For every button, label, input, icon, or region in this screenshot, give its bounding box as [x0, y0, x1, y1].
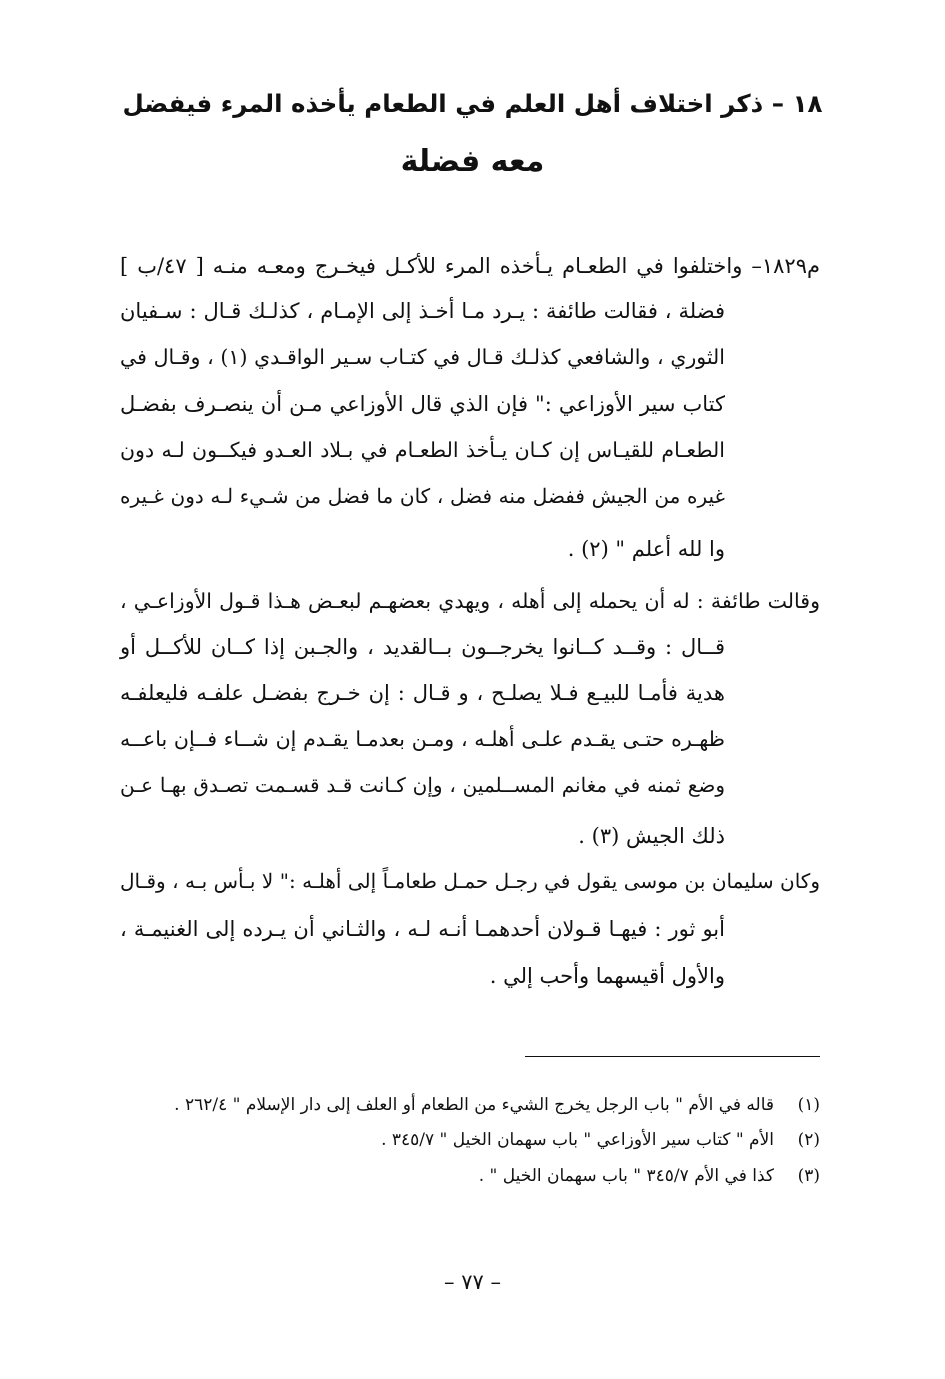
- footnote-1-number: (١): [797, 1095, 820, 1115]
- footnote-3-number: (٣): [797, 1166, 820, 1186]
- paragraph-1-line-3: الثوري ، والشافعي كذلـك قـال في كتـاب سـير الواقـدي (١) ، وقـال في: [120, 345, 725, 369]
- paragraph-1-line-7: وا لله أعلم " (٢) .: [567, 537, 725, 561]
- footnote-2-number: (٢): [797, 1130, 820, 1150]
- footnote-2-text: الأم " كتاب سير الأوزاعي " باب سهمان الخيل " ٣٤٥/٧ .: [381, 1130, 774, 1150]
- footnote-1-text: قاله في الأم " باب الرجل يخرج الشيء من الطعام أو العلف إلى دار الإسلام " ٢٦٢/٤ .: [174, 1095, 774, 1115]
- paragraph-1-line-1: م١٨٢٩– واختلفوا في الطعـام يـأخذه المرء للأكـل فيخـرج ومعـه منـه [ ٤٧/ب ]: [120, 254, 821, 278]
- paragraph-1-line-2: فضلة ، فقالت طائفة : يـرد مـا أخـذ إلى الإمـام ، كذلـك قـال : سـفيان: [120, 299, 725, 323]
- paragraph-3-line-3: والأول أقيسهما وأحب إلي .: [489, 964, 725, 988]
- paragraph-1-line-4: كتاب سير الأوزاعي :" فإن الذي قال الأوزاعي مـن أن ينصـرف بفضـل: [120, 392, 725, 416]
- paragraph-2-line-2: قــال : وقــد كــانوا يخرجــون بــالقديد ، والجـبن إذا كــان للأكــل أو: [120, 635, 725, 659]
- page-number: – ٧٧ –: [444, 1270, 501, 1294]
- footnote-separator: [525, 1056, 820, 1057]
- paragraph-1-line-5: الطعـام للقيـاس إن كـان يـأخذ الطعـام في بـلاد العـدو فيكــون لـه دون: [120, 438, 725, 462]
- paragraph-1-line-6: غيره من الجيش ففضل منه فضل ، كان ما فضل من شـيء لـه دون غـيره: [120, 484, 725, 508]
- paragraph-3-line-2: أبو ثور : فيهـا قـولان أحدهمـا أنـه لـه ، والثـاني أن يـرده إلى الغنيمـة ،: [120, 917, 725, 941]
- footnote-3-text: كذا في الأم ٣٤٥/٧ " باب سهمان الخيل " .: [478, 1166, 774, 1186]
- footnote-1: [120, 1089, 820, 1121]
- footnote-2: [120, 1124, 820, 1156]
- footnote-3: [120, 1160, 820, 1192]
- paragraph-2-line-3: هدية فأمـا للبيـع فـلا يصلـح ، و قـال : إن خـرج بفضـل علفـه فليعلفـه: [120, 681, 725, 705]
- paragraph-2-line-1: وقالت طائفة : له أن يحمله إلى أهله ، ويهدي بعضهـم لبعـض هـذا قـول الأوزاعـي ،: [120, 589, 820, 613]
- paragraph-2-line-4: ظهـره حتـى يقـدم علـى أهلـه ، ومـن بعدمـا يقـدم إن شــاء فــإن باعــه: [120, 727, 725, 751]
- chapter-heading-line-1: ١٨ – ذكر اختلاف أهل العلم في الطعام يأخذه المرء فيفضل: [122, 89, 823, 118]
- paragraph-2-line-6: ذلك الجيش (٣) .: [578, 824, 725, 848]
- chapter-heading-line-2: معه فضلة: [400, 144, 545, 179]
- paragraph-3-line-1: وكان سليمان بن موسى يقول في رجـل حمـل طعامـاً إلى أهلـه :" لا بـأس بـه ، وقـال: [120, 869, 820, 893]
- paragraph-2-line-5: وضع ثمنه في مغانم المســلمين ، وإن كـانت قـد قسـمت تصـدق بهـا عـن: [120, 773, 725, 797]
